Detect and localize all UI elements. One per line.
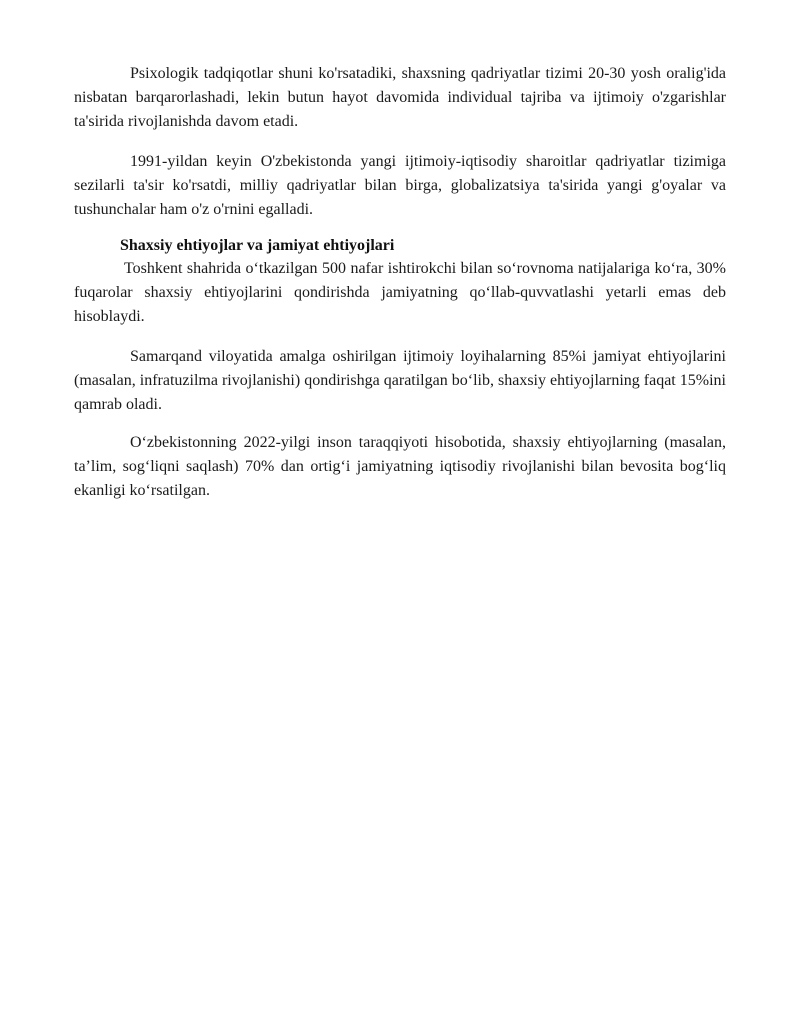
paragraph-samarqand-projects: Samarqand viloyatida amalga oshirilgan ijtimoiy loyihalarning 85%i jamiyat ehtiyojlarini (masalan, infratuzilma rivojlanishi) qondirishga qaratilgan boʻlib, shaxsiy ehtiyojlarning faqat 15%ini qamrab oladi. <box>74 348 726 413</box>
section-heading: Shaxsiy ehtiyojlar va jamiyat ehtiyojlari <box>120 237 395 254</box>
document-body <box>74 62 726 503</box>
paragraph-1991: 1991-yildan keyin O'zbekistonda yangi ijtimoiy-iqtisodiy sharoitlar qadriyatlar tizimiga sezilarli ta'sir ko'rsatdi, milliy qadriyatlar bilan birga, globalizatsiya ta'sirida yangi g'oyalar va tushunchalar ham o'z o'rnini egalladi. <box>74 153 726 218</box>
paragraph-tashkent-survey: Toshkent shahrida oʻtkazilgan 500 nafar ishtirokchi bilan soʻrovnoma natijalariga koʻra, 30% fuqarolar shaxsiy ehtiyojlarini qondirishda jamiyatning qoʻllab-quvvatlashi yetarli emas deb hisoblaydi. <box>74 260 726 325</box>
paragraph-psychology: Psixologik tadqiqotlar shuni ko'rsatadiki, shaxsning qadriyatlar tizimi 20-30 yosh oralig'ida nisbatan barqarorlashadi, lekin butun hayot davomida individual tajriba va ijtimoiy o'zgarishlar ta'sirida rivojlanishda davom etadi. <box>74 65 726 130</box>
paragraph-2022-report: Oʻzbekistonning 2022-yilgi inson taraqqiyoti hisobotida, shaxsiy ehtiyojlarning (masalan, taʼlim, sogʻliqni saqlash) 70% dan ortigʻi jamiyatning iqtisodiy rivojlanishi bilan bevosita bogʻliq ekanligi koʻrsatilgan. <box>74 434 726 499</box>
